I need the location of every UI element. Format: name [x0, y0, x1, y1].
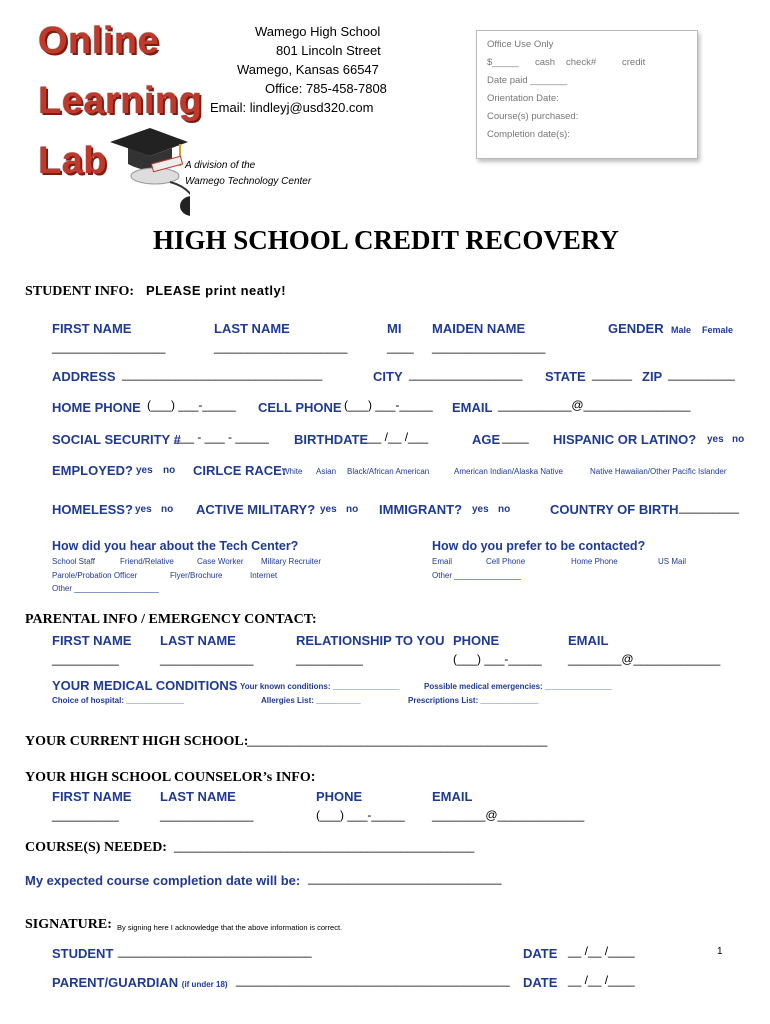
- parent-phone-field[interactable]: (___) ___-_____: [453, 652, 542, 666]
- ssn-label: SOCIAL SECURITY #: [52, 432, 181, 447]
- office-payment-cash: cash: [535, 57, 556, 68]
- homeless-no-option[interactable]: no: [161, 504, 174, 515]
- zip-label: ZIP: [642, 369, 663, 384]
- contact-option-email[interactable]: Email: [432, 557, 453, 566]
- hear-option-flyer[interactable]: Flyer/Brochure: [170, 571, 223, 580]
- counselor-first-name-field[interactable]: __________: [52, 808, 119, 822]
- age-label: AGE: [472, 432, 501, 447]
- office-courses: Course(s) purchased:: [487, 111, 579, 122]
- parent-date-field[interactable]: __ /__ /____: [568, 973, 635, 987]
- page-number: 1: [717, 946, 723, 957]
- logo-division: A division of the: [185, 160, 256, 171]
- graduation-cap-mouse-icon: [100, 120, 190, 220]
- immigrant-yes-option[interactable]: yes: [472, 504, 489, 515]
- contact-option-cell[interactable]: Cell Phone: [486, 557, 526, 566]
- mi-field[interactable]: ____: [387, 340, 414, 354]
- parent-date-label: DATE: [523, 975, 558, 990]
- contact-option-other[interactable]: Other _______________: [432, 571, 521, 580]
- hear-option-other[interactable]: Other ___________________: [52, 584, 159, 593]
- courses-field[interactable]: _____________________________________________: [174, 839, 475, 853]
- contact-option-home[interactable]: Home Phone: [571, 557, 618, 566]
- relationship-label: RELATIONSHIP TO YOU: [296, 633, 445, 648]
- hear-option-case-worker[interactable]: Case Worker: [197, 557, 244, 566]
- parental-heading: PARENTAL INFO / EMERGENCY CONTACT:: [25, 612, 317, 627]
- first-name-field[interactable]: _________________: [52, 340, 166, 354]
- race-option-white[interactable]: White: [282, 467, 303, 476]
- allergies-field[interactable]: Allergies List: __________: [261, 696, 361, 705]
- country-birth-label: COUNTRY OF BIRTH: [550, 502, 679, 517]
- zip-field[interactable]: __________: [668, 367, 735, 381]
- cell-phone-label: CELL PHONE: [258, 400, 342, 415]
- email-field[interactable]: ___________@________________: [498, 398, 691, 412]
- employed-no-option[interactable]: no: [163, 465, 176, 476]
- school-name: Wamego High School: [255, 24, 381, 39]
- immigrant-no-option[interactable]: no: [498, 504, 511, 515]
- last-name-field[interactable]: ____________________: [214, 340, 348, 354]
- immigrant-label: IMMIGRANT?: [379, 502, 463, 517]
- hear-option-military[interactable]: Military Recruiter: [261, 557, 322, 566]
- parent-email-label: EMAIL: [568, 633, 609, 648]
- office-date-paid: Date paid _______: [487, 75, 568, 86]
- counselor-last-name-label: LAST NAME: [160, 789, 236, 804]
- counselor-heading: [25, 768, 315, 786]
- gender-male-option[interactable]: Male: [671, 325, 692, 335]
- contact-option-mail[interactable]: US Mail: [658, 557, 687, 566]
- office-payment-check: check#: [566, 57, 597, 68]
- homeless-yes-option[interactable]: yes: [135, 504, 152, 515]
- country-birth-field[interactable]: _________: [679, 500, 740, 514]
- parent-signature-field[interactable]: _________________________________________: [236, 973, 510, 987]
- military-label: ACTIVE MILITARY?: [196, 502, 316, 517]
- maiden-name-label: MAIDEN NAME: [432, 321, 526, 336]
- prescriptions-field[interactable]: Prescriptions List: _____________: [408, 696, 539, 705]
- student-date-field[interactable]: __ /__ /____: [568, 944, 635, 958]
- print-neatly-note: PLEASE print neatly!: [146, 283, 287, 298]
- school-city: Wamego, Kansas 66547: [237, 62, 379, 77]
- address-label: ADDRESS: [52, 369, 116, 384]
- birthdate-field[interactable]: __ /__ /___: [368, 430, 429, 444]
- medical-label: YOUR MEDICAL CONDITIONS: [52, 678, 238, 693]
- counselor-email-label: EMAIL: [432, 789, 473, 804]
- parent-signature-label-text: PARENT/GUARDIAN: [52, 975, 179, 990]
- race-option-american-indian[interactable]: American Indian/Alaska Native: [454, 467, 563, 476]
- school-email: Email: lindleyj@usd320.com: [210, 100, 374, 115]
- hispanic-yes-option[interactable]: yes: [707, 434, 724, 445]
- gender-label: GENDER: [608, 321, 664, 336]
- city-field[interactable]: _________________: [409, 367, 523, 381]
- parent-last-name-field[interactable]: ______________: [160, 652, 254, 666]
- employed-yes-option[interactable]: yes: [136, 465, 153, 476]
- hear-option-friend[interactable]: Friend/Relative: [120, 557, 174, 566]
- possible-emergencies-field[interactable]: Possible medical emergencies: _______________: [424, 682, 612, 691]
- homeless-label: HOMELESS?: [52, 502, 133, 517]
- counselor-phone-field[interactable]: (___) ___-_____: [316, 808, 405, 822]
- parent-signature-label: [52, 975, 228, 990]
- counselor-heading-colon: :: [310, 768, 316, 784]
- hear-option-school-staff[interactable]: School Staff: [52, 557, 95, 566]
- known-conditions-field[interactable]: Your known conditions: _______________: [240, 682, 400, 691]
- race-option-asian[interactable]: Asian: [316, 467, 337, 476]
- school-street: 801 Lincoln Street: [276, 43, 381, 58]
- parent-first-name-field[interactable]: __________: [52, 652, 119, 666]
- hispanic-no-option[interactable]: no: [732, 434, 745, 445]
- parent-email-field[interactable]: ________@_____________: [568, 652, 721, 666]
- completion-date-field[interactable]: _____________________________: [308, 871, 502, 885]
- counselor-email-field[interactable]: ________@_____________: [432, 808, 585, 822]
- address-field[interactable]: ______________________________: [122, 367, 323, 381]
- parent-signature-note: (if under 18): [181, 980, 228, 989]
- maiden-name-field[interactable]: _________________: [432, 340, 546, 354]
- hear-option-parole[interactable]: Parole/Probation Officer: [52, 571, 138, 580]
- employed-label: EMPLOYED?: [52, 463, 133, 478]
- hear-about-label: How did you hear about the Tech Center?: [52, 539, 299, 553]
- hospital-field[interactable]: Choice of hospital: _____________: [52, 696, 185, 705]
- cell-phone-field[interactable]: (___) ___-_____: [344, 398, 433, 412]
- race-option-pacific-islander[interactable]: Native Hawaiian/Other Pacific Islander: [590, 467, 727, 476]
- counselor-last-name-field[interactable]: ______________: [160, 808, 254, 822]
- office-orientation: Orientation Date:: [487, 93, 559, 104]
- student-signature-field[interactable]: _____________________________: [118, 944, 312, 958]
- page-title: HIGH SCHOOL CREDIT RECOVERY: [153, 225, 619, 255]
- office-payment-credit: credit: [622, 57, 646, 68]
- office-completion: Completion date(s):: [487, 129, 570, 140]
- race-option-black[interactable]: Black/African American: [347, 467, 430, 476]
- office-use-title: Office Use Only: [487, 39, 554, 50]
- last-name-label: LAST NAME: [214, 321, 290, 336]
- school-office: Office: 785-458-7808: [265, 81, 387, 96]
- courses-heading: COURSE(S) NEEDED:: [25, 840, 167, 855]
- student-date-label: DATE: [523, 946, 558, 961]
- current-school-heading: YOUR CURRENT HIGH SCHOOL:: [25, 734, 249, 749]
- age-field[interactable]: ____: [502, 430, 529, 444]
- counselor-first-name-label: FIRST NAME: [52, 789, 132, 804]
- birthdate-label: BIRTHDATE: [294, 432, 369, 447]
- gender-female-option[interactable]: Female: [702, 325, 734, 335]
- logo-line-1: Online: [38, 20, 160, 62]
- relationship-field[interactable]: __________: [296, 652, 363, 666]
- signature-heading: SIGNATURE:: [25, 917, 112, 932]
- first-name-label: FIRST NAME: [52, 321, 132, 336]
- ssn-field[interactable]: ___ - ___ - _____: [174, 430, 269, 444]
- signature-note: By signing here I acknowledge that the above information is correct.: [117, 923, 343, 932]
- home-phone-field[interactable]: (___) ___-_____: [147, 398, 236, 412]
- student-info-heading: STUDENT INFO:: [25, 284, 135, 299]
- logo-line-2: Learning: [38, 80, 203, 122]
- email-label: EMAIL: [452, 400, 493, 415]
- office-payment-amount: $_____: [487, 57, 519, 68]
- current-school-field[interactable]: _____________________________________________: [247, 733, 548, 747]
- contact-pref-label: How do you prefer to be contacted?: [432, 539, 646, 553]
- counselor-phone-label: PHONE: [316, 789, 363, 804]
- military-yes-option[interactable]: yes: [320, 504, 337, 515]
- completion-date-label: My expected course completion date will be:: [25, 873, 301, 888]
- city-label: CITY: [373, 369, 403, 384]
- parent-phone-label: PHONE: [453, 633, 500, 648]
- parent-first-name-label: FIRST NAME: [52, 633, 132, 648]
- mi-label: MI: [387, 321, 402, 336]
- hispanic-label: HISPANIC OR LATINO?: [553, 432, 697, 447]
- counselor-heading-text: YOUR HIGH SCHOOL COUNSELOR’s INFO: [25, 770, 311, 785]
- logo-center: Wamego Technology Center: [185, 176, 312, 187]
- hear-option-internet[interactable]: Internet: [250, 571, 278, 580]
- home-phone-label: HOME PHONE: [52, 400, 141, 415]
- military-no-option[interactable]: no: [346, 504, 359, 515]
- race-label: CIRLCE RACE:: [193, 463, 287, 478]
- office-use-box: [476, 30, 698, 159]
- state-label: STATE: [545, 369, 586, 384]
- state-field[interactable]: ______: [592, 367, 633, 381]
- parent-last-name-label: LAST NAME: [160, 633, 236, 648]
- student-signature-label: STUDENT: [52, 946, 114, 961]
- logo-line-3: Lab: [38, 140, 108, 182]
